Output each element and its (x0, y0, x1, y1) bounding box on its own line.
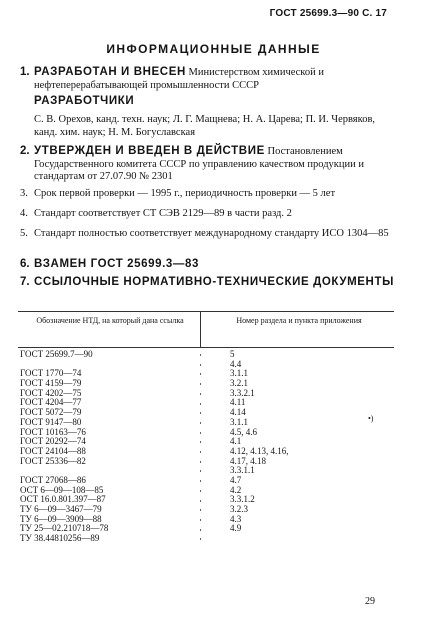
ref-section: 3.1.1 (230, 416, 248, 427)
ref-designation: ТУ 6—09—3467—79 (20, 504, 102, 514)
standard-code-header: ГОСТ 25699.3—90 С. 17 (269, 8, 387, 19)
ref-section: 3.2.1 (230, 378, 248, 389)
table-header-rule (18, 347, 394, 348)
item-references: 7. ССЫЛОЧНЫЕ НОРМАТИВНО-ТЕХНИЧЕСКИЕ ДОКУМЕНТЫ (20, 276, 394, 288)
ref-designation: ГОСТ 4204—77 (20, 397, 82, 408)
ref-section: 4.7 (230, 474, 242, 485)
item-conformity: 4. Стандарт соответствует СТ СЭВ 2129—89 в части разд. 2 (20, 208, 292, 219)
ref-designation: ГОСТ 4159—79 (20, 378, 82, 389)
ref-designation: ТУ 25—02.210718—78 (20, 523, 109, 534)
ref-section: 3.3.1.1 (230, 465, 255, 476)
ref-designation: ГОСТ 20292—74 (20, 436, 86, 447)
ref-designation: ОСТ 16.0.801.397—87 (20, 494, 106, 505)
ref-designation: ГОСТ 25699.7—90 (20, 349, 93, 359)
developers-label: РАЗРАБОТЧИКИ (34, 95, 135, 107)
margin-mark: •) (368, 414, 374, 423)
item-text: Постановлением Государственного комитета СССР по управлению качеством продукции и стандартам от 27.07.90 № 2301 (34, 146, 364, 182)
table-row (20, 457, 400, 467)
ref-designation: ТУ 38.44810256—89 (20, 533, 100, 544)
item-text: Министерством химической и нефтеперерабатывающей промышленности СССР (34, 67, 324, 91)
ref-designation: ТУ 6—09—3909—88 (20, 513, 102, 524)
page-number: 29 (365, 596, 375, 607)
item-replaces: 6. ВЗАМЕН ГОСТ 25699.3—83 (20, 258, 200, 270)
ref-section: 5 (230, 349, 235, 359)
ref-section: 4.14 (230, 407, 246, 418)
ref-section: 4.11 (230, 397, 246, 408)
table-header-section: Номер раздела и пункта приложения (236, 316, 362, 325)
ref-section: 4.5, 4.6 (230, 426, 257, 437)
developers-list: С. В. Орехов, канд. техн. наук; Л. Г. Мащнева; Н. А. Царева; П. И. Червяков, канд. хим. наук; Н. М. Богуславская (34, 114, 376, 138)
ref-designation: ГОСТ 9147—80 (20, 416, 82, 427)
table-header-designation: Обозначение НТД, на который дана ссылка (36, 316, 184, 325)
ref-designation: ГОСТ 27068—86 (20, 474, 86, 485)
document-title: ИНФОРМАЦИОННЫЕ ДАННЫЕ (106, 42, 321, 56)
ref-designation: ГОСТ 10163—76 (20, 426, 86, 437)
ref-designation: ГОСТ 1770—74 (20, 368, 82, 379)
item-iso-conformity: 5. Стандарт полностью соответствует международному стандарту ИСО 1304—85 (20, 228, 389, 239)
ref-section: 4.9 (230, 523, 242, 534)
ref-designation: ОСТ 6—09—108—85 (20, 484, 104, 495)
table-column-divider (200, 311, 201, 347)
item-approved: 2. УТВЕРЖДЕН И ВВЕДЕН В ДЕЙСТВИЕ Постановлением Государственного комитета СССР по управлению качеством продукции и стандартам от 27.07.90 № 2301 (20, 145, 364, 182)
ref-section: 4.1 (230, 436, 242, 447)
item-developed-by: 1. РАЗРАБОТАН И ВНЕСЕН Министерством химической и нефтеперерабатывающей промышленности СССР (20, 66, 324, 91)
ref-designation: ГОСТ 25336—82 (20, 455, 86, 466)
ref-section: 4.2 (230, 484, 242, 495)
ref-section: 4.4 (230, 358, 242, 369)
ref-section: 4.17, 4.18 (230, 455, 266, 466)
reference-table (20, 350, 400, 544)
ref-designation: ГОСТ 5072—79 (20, 407, 82, 418)
item-review-period: 3. Срок первой проверки — 1995 г., периодичность проверки — 5 лет (20, 188, 336, 199)
item-lead: УТВЕРЖДЕН И ВВЕДЕН В ДЕЙСТВИЕ (34, 145, 265, 157)
ref-section: 3.3.1.2 (230, 494, 255, 505)
table-row (20, 534, 400, 544)
ref-section: 4.3 (230, 513, 242, 524)
ref-designation: ГОСТ 24104—88 (20, 445, 86, 456)
ref-designation: ГОСТ 4202—75 (20, 387, 82, 398)
ref-section: 3.2.3 (230, 504, 248, 514)
table-row (20, 350, 400, 360)
ref-section: 4.12, 4.13, 4.16, (230, 445, 289, 456)
table-top-rule (18, 311, 394, 312)
ref-section: 3.1.1 (230, 368, 248, 379)
item-lead: РАЗРАБОТАН И ВНЕСЕН (34, 66, 186, 78)
ref-section: 3.3.2.1 (230, 387, 255, 398)
